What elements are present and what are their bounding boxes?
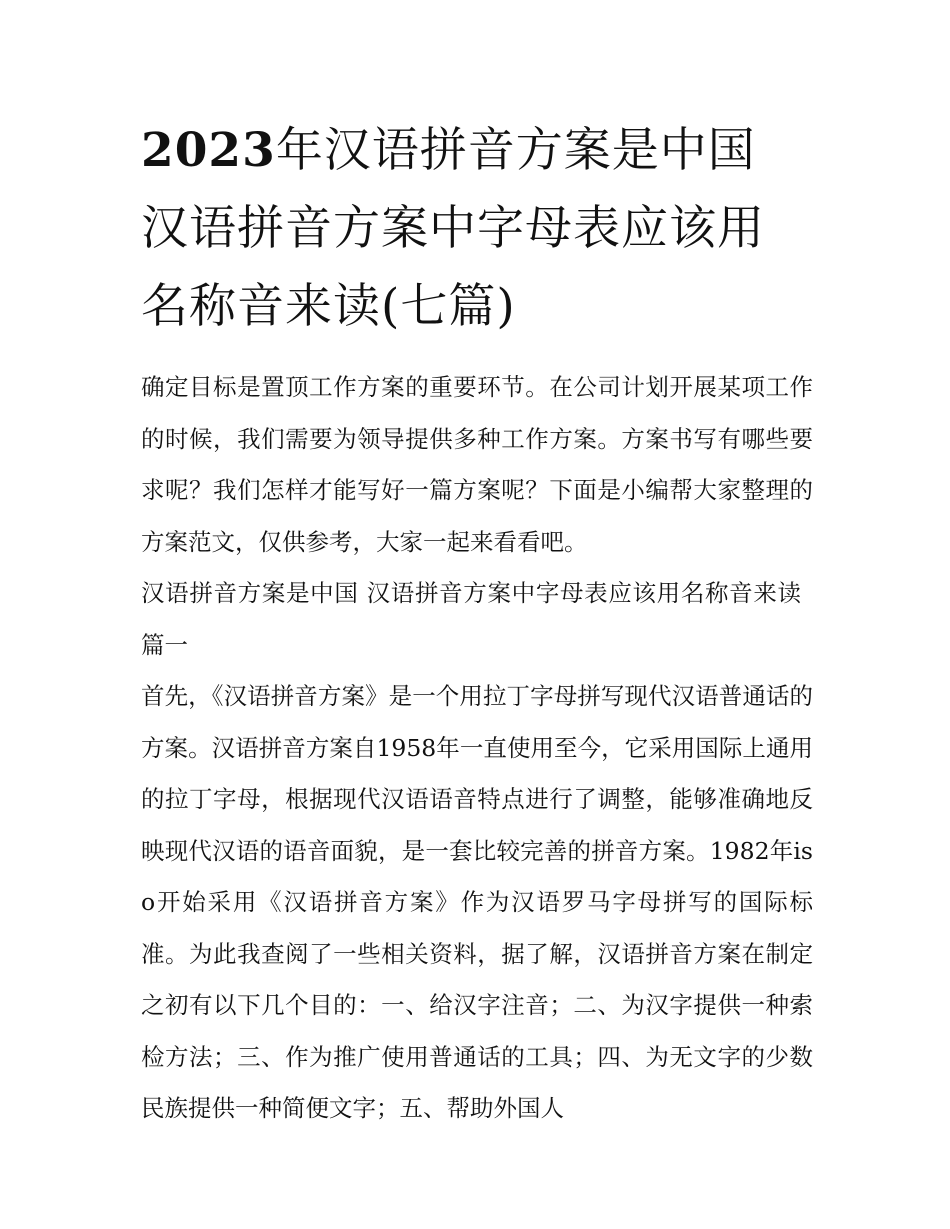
document-title-year: 2023: [141, 123, 276, 178]
document-title-text: 年汉语拼音方案是中国 汉语拼音方案中字母表应该用名称音来读(七篇): [141, 123, 765, 334]
document-body: [141, 362, 813, 1135]
section-paragraph: 首先，《汉语拼音方案》是一个用拉丁字母拼写现代汉语普通话的方案。汉语拼音方案自1958年一直使用至今，它采用国际上通用的拉丁字母，根据现代汉语语音特点进行了调整，能够准确地反映现代汉语的语音面貌，是一套比较完善的拼音方案。1982年iso开始采用《汉语拼音方案》作为汉语罗马字母拼写的国际标准。为此我查阅了一些相关资料，据了解，汉语拼音方案在制定之初有以下几个目的：一、给汉字注音；二、为汉字提供一种索检方法；三、作为推广使用普通话的工具；四、为无文字的少数民族提供一种简便文字；五、帮助外国人: [141, 682, 813, 1122]
document-page: [141, 112, 813, 1135]
intro-paragraph: 确定目标是置顶工作方案的重要环节。在公司计划开展某项工作的时候，我们需要为领导提供多种工作方案。方案书写有哪些要求呢？我们怎样才能写好一篇方案呢？下面是小编帮大家整理的方案范文，仅供参考，大家一起来看看吧。: [141, 373, 813, 556]
section-heading: 汉语拼音方案是中国 汉语拼音方案中字母表应该用名称音来读篇一: [141, 579, 801, 659]
document-title: [141, 112, 801, 346]
